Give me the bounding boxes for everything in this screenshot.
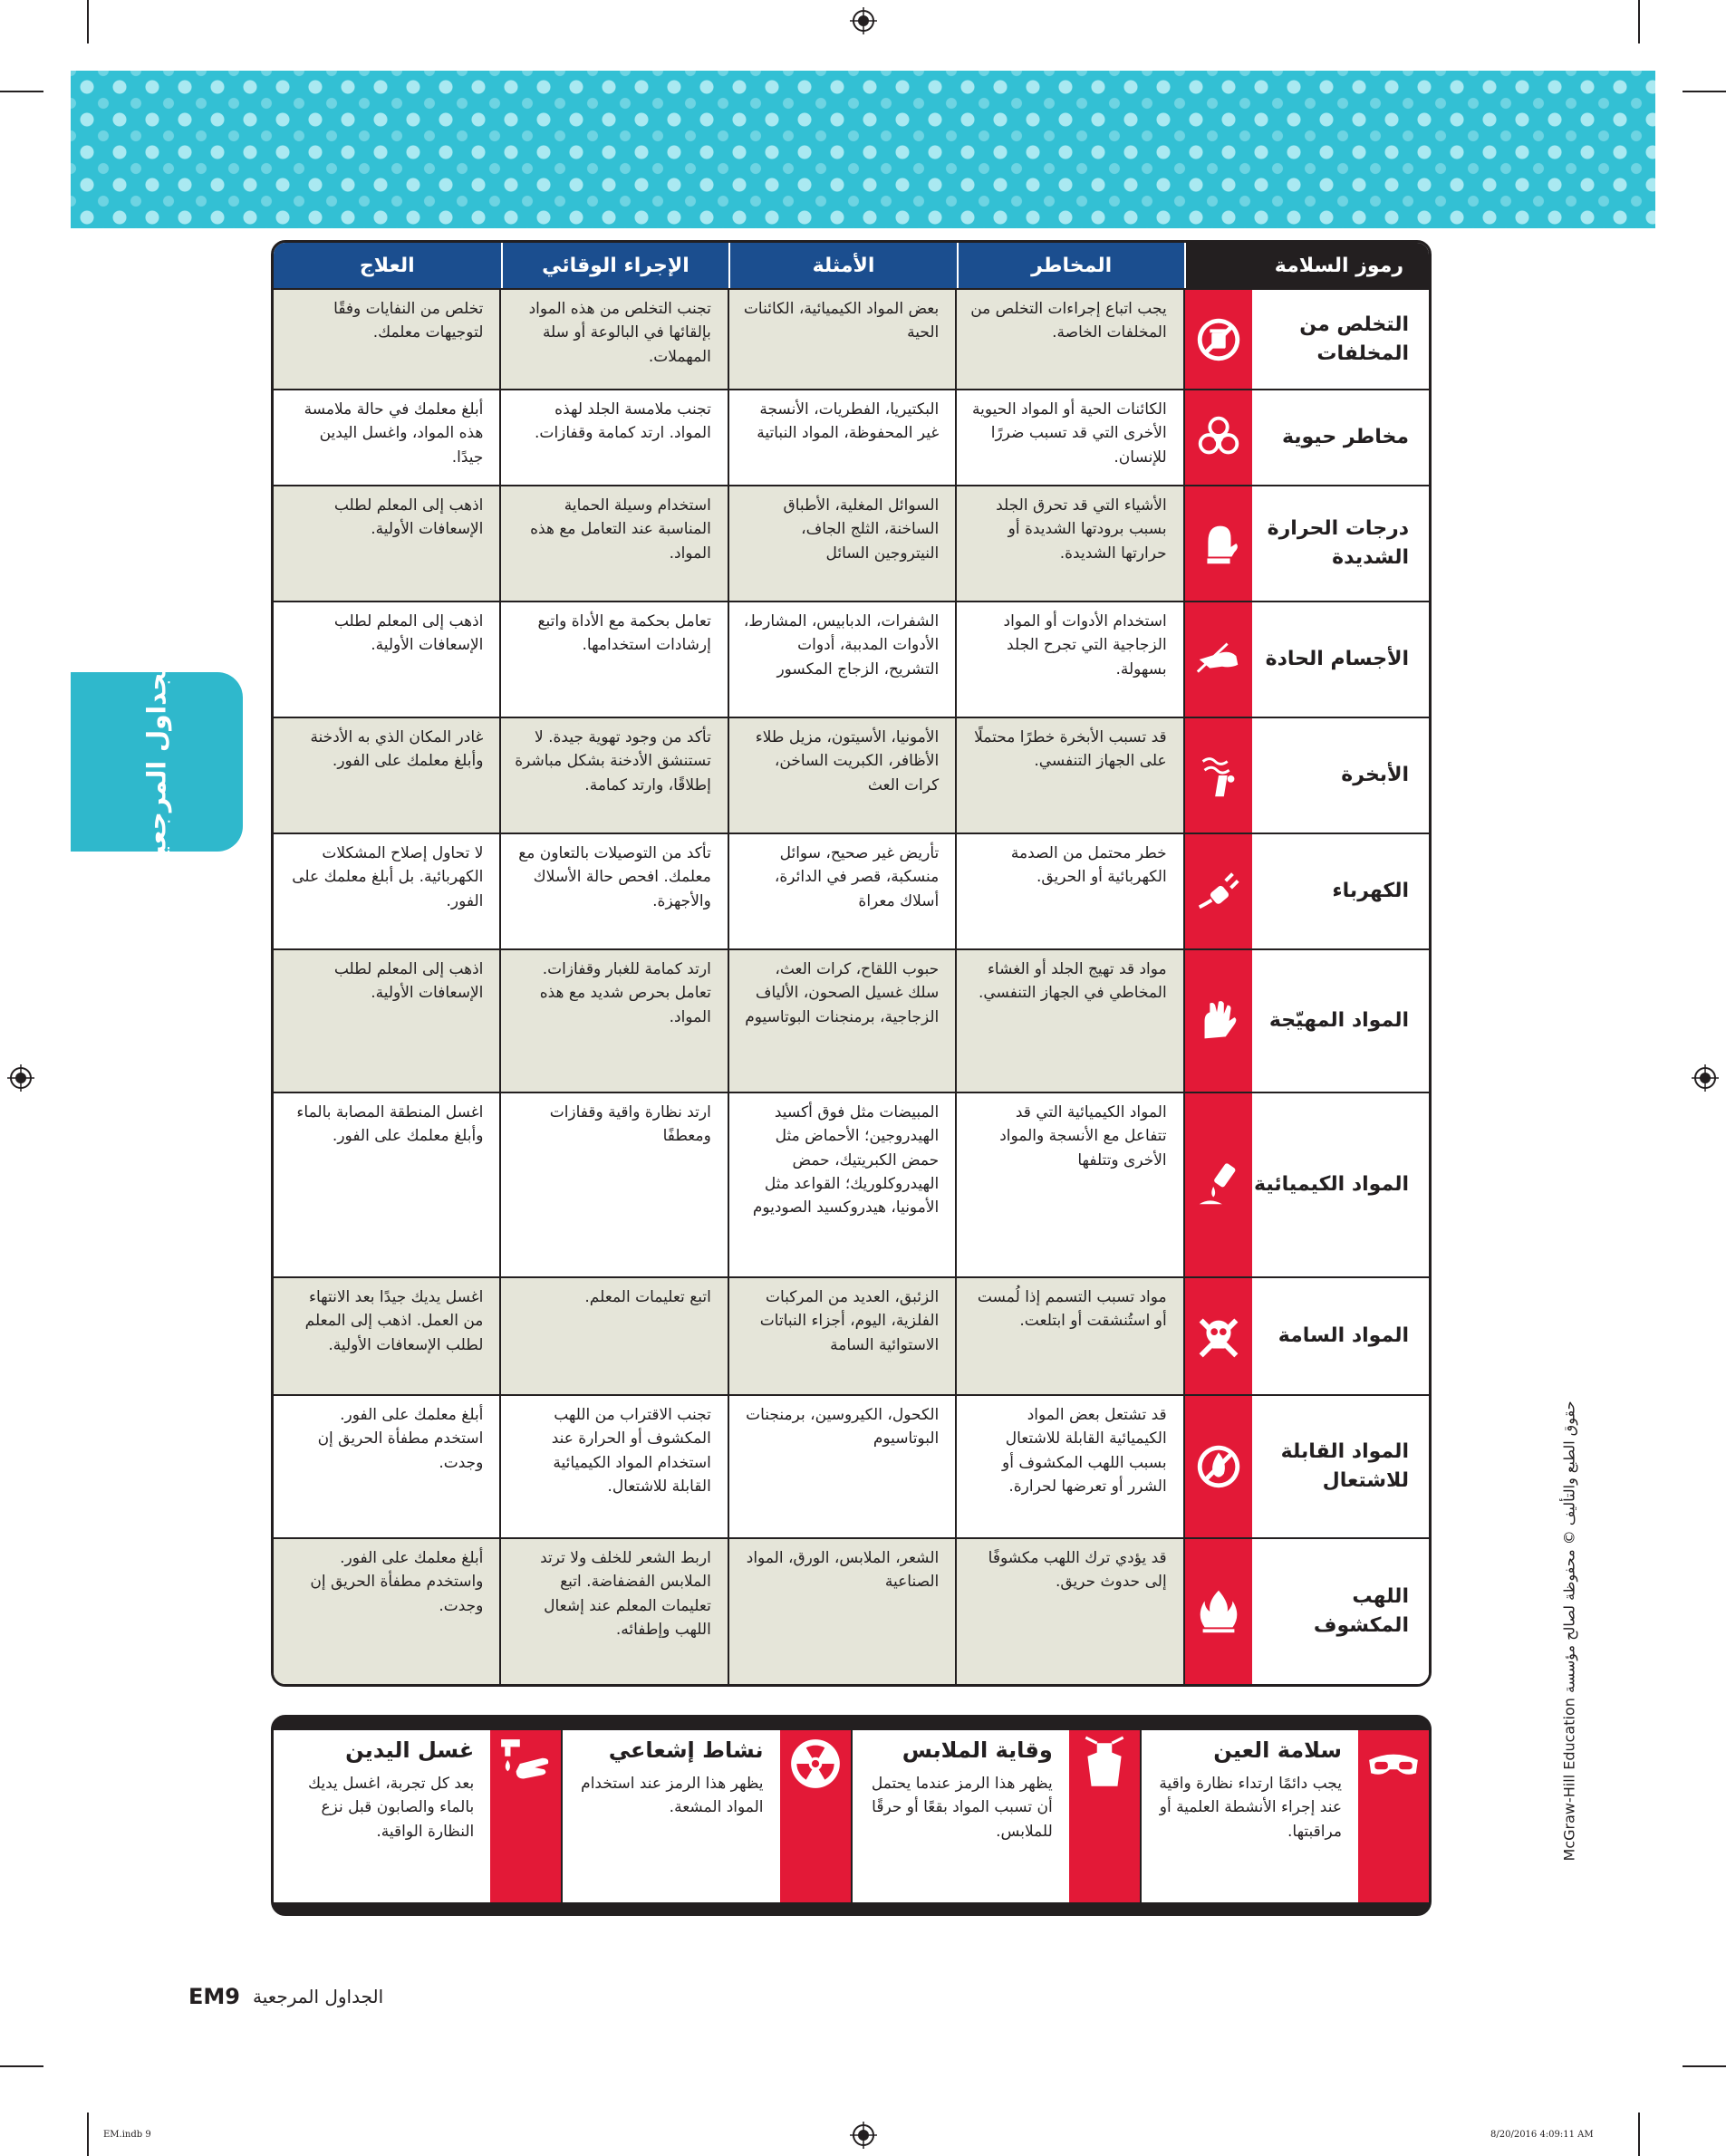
table-row xyxy=(274,717,1429,833)
precaution-cell: تعامل بحكمة مع الأداة واتبع إرشادات استخدامها. xyxy=(501,602,728,717)
precaution-cell: تجنب التخلص من هذه المواد بإلقائها في البالوعة أو سلة المهملات. xyxy=(501,290,728,389)
header-hazards: المخاطر xyxy=(957,243,1185,288)
precaution-cell: تأكد من وجود تهوية جيدة. لا تستنشق الأدخنة بشكل مباشرة إطلاقًا، وارتد كمامة. xyxy=(501,718,728,833)
precaution-cell: ارتد نظارة واقية وقفازات ومعطفًا xyxy=(501,1093,728,1276)
header-precaution: الإجراء الوقائي xyxy=(501,243,729,288)
row-name: الأجسام الحادة xyxy=(1252,602,1429,717)
table-row xyxy=(274,1092,1429,1276)
side-tab-label: الجداول المرجعية xyxy=(141,653,172,871)
registration-mark-icon xyxy=(1692,1064,1719,1092)
precaution-cell: اربط الشعر للخلف ولا ترتد الملابس الفضفاضة. اتبع تعليمات المعلم عند إشعال اللهب وإطفائه. xyxy=(501,1539,728,1684)
crop-mark xyxy=(1683,2065,1726,2067)
hazard-cell: مواد قد تهيج الجلد أو الغشاء المخاطي في الجهاز التنفسي. xyxy=(957,950,1184,1092)
precaution-cell: اتبع تعليمات المعلم. xyxy=(501,1278,728,1394)
examples-cell: تأريض غير صحيح، سوائل منسكبة، قصر في الدائرة، أسلاك معراة xyxy=(729,834,957,948)
examples-cell: حبوب اللقاح، كرات العث، سلك غسيل الصحون، الألياف الزجاجية، برمنجنات البوتاسيوم xyxy=(729,950,957,1092)
skull-crossbones-icon xyxy=(1185,1278,1253,1394)
crop-mark xyxy=(87,0,89,43)
clothing-protection-title: وقاية الملابس xyxy=(902,1737,1053,1763)
remedy-cell: لا تحاول إصلاح المشكلات الكهربائية. بل أبلغ معلمك على الفور. xyxy=(274,834,501,948)
examples-cell: المبيضات مثل فوق أكسيد الهيدروجين؛ الأحماض مثل حمض الكبريتيك، حمض الهيدروكلوريك؛ القواعد مثل الأمونيا، هيدروكسيد الصوديوم xyxy=(729,1093,957,1276)
oven-mitt-icon xyxy=(1185,486,1253,601)
radiation-icon xyxy=(780,1730,851,1902)
print-slug-date: 8/20/2016 4:09:11 AM xyxy=(1490,2130,1594,2140)
clothing-protection-item xyxy=(851,1730,1140,1902)
precaution-cell: ارتد كمامة للغبار وقفازات. تعامل بحرص شديد مع هذه المواد. xyxy=(501,950,728,1092)
no-flame-icon xyxy=(1185,1396,1253,1537)
remedy-cell: أبلغ معلمك في حالة ملامسة هذه المواد، واغسل اليدين جيدًا. xyxy=(274,390,501,485)
hand-washing-item xyxy=(274,1730,561,1902)
table-row xyxy=(274,948,1429,1092)
sharp-object-icon xyxy=(1185,602,1253,717)
table-row xyxy=(274,288,1429,389)
row-name: مخاطر حيوية xyxy=(1252,390,1429,485)
header-examples: الأمثلة xyxy=(728,243,957,288)
glove-icon xyxy=(1185,950,1253,1092)
remedy-cell: غادر المكان الذي به الأدخنة وأبلغ معلمك على الفور. xyxy=(274,718,501,833)
table-row xyxy=(274,833,1429,948)
eye-safety-item xyxy=(1140,1730,1429,1902)
hazard-cell: المواد الكيميائية التي قد تتفاعل مع الأنسجة والمواد الأخرى وتتلفها xyxy=(957,1093,1184,1276)
hazard-cell: الأشياء التي قد تحرق الجلد بسبب برودتها الشديدة أو حرارتها الشديدة. xyxy=(957,486,1184,601)
header-remedy: العلاج xyxy=(274,243,501,288)
examples-cell: الشعر، الملابس، الورق، المواد الصناعية xyxy=(729,1539,957,1684)
precaution-cell: تجنب الاقتراب من اللهب المكشوف أو الحرارة عند استخدام المواد الكيميائية القابلة للاشتعال. xyxy=(501,1396,728,1537)
table-row xyxy=(274,1276,1429,1394)
no-dispose-icon xyxy=(1185,290,1253,389)
crop-mark xyxy=(1683,91,1726,92)
hazard-cell: الكائنات الحية أو المواد الحيوية الأخرى التي قد تسبب ضررًا للإنسان. xyxy=(957,390,1184,485)
hazard-cell: يجب اتباع إجراءات التخلص من المخلفات الخاصة. xyxy=(957,290,1184,389)
registration-mark-icon xyxy=(850,7,877,34)
registration-mark-icon xyxy=(850,2122,877,2149)
row-name: المواد القابلة للاشتعال xyxy=(1252,1396,1429,1537)
examples-cell: البكتيريا، الفطريات، الأنسجة غير المحفوظة، المواد النباتية xyxy=(729,390,957,485)
precaution-cell: تأكد من التوصيلات بالتعاون مع معلمك. افحص حالة الأسلاك والأجهزة. xyxy=(501,834,728,948)
goggles-icon xyxy=(1358,1730,1429,1902)
row-name: المواد المهيّجة xyxy=(1252,950,1429,1092)
chemical-spill-icon xyxy=(1185,1093,1253,1276)
examples-cell: بعض المواد الكيميائية، الكائنات الحية xyxy=(729,290,957,389)
remedy-cell: اذهب إلى المعلم لطلب الإسعافات الأولية. xyxy=(274,602,501,717)
crop-mark xyxy=(0,2065,43,2067)
remedy-cell: اغسل يديك جيدًا بعد الانتهاء من العمل. اذهب إلى المعلم لطلب الإسعافات الأولية. xyxy=(274,1278,501,1394)
hazard-cell: استخدام الأدوات أو المواد الزجاجية التي تجرح الجلد بسهولة. xyxy=(957,602,1184,717)
table-header-row xyxy=(274,243,1429,288)
remedy-cell: أبلغ معلمك على الفور. استخدم مطفأة الحريق إن وجدت. xyxy=(274,1396,501,1537)
hazard-cell: قد تسبب الأبخرة خطرًا محتملًا على الجهاز التنفسي. xyxy=(957,718,1184,833)
examples-cell: الشفرات، الدبابيس، المشارط، الأدوات المدببة، أدوات التشريح، الزجاج المكسور xyxy=(729,602,957,717)
hazard-cell: مواد تسبب التسمم إذا لُمست أو استُنشقت أو ابتلعت. xyxy=(957,1278,1184,1394)
table-row xyxy=(274,389,1429,485)
remedy-cell: اذهب إلى المعلم لطلب الإسعافات الأولية. xyxy=(274,950,501,1092)
remedy-cell: تخلص من النفايات وفقًا لتوجيهات معلمك. xyxy=(274,290,501,389)
hand-washing-title: غسل اليدين xyxy=(345,1737,475,1763)
row-name: المواد الكيميائية xyxy=(1252,1093,1429,1276)
examples-cell: الزئبق، العديد من المركبات الفلزية، اليوم، أجزاء النباتات الاستوائية السامة xyxy=(729,1278,957,1394)
page-footer xyxy=(188,1984,383,2009)
registration-mark-icon xyxy=(7,1064,34,1092)
eye-safety-title: سلامة العين xyxy=(1213,1737,1342,1763)
remedy-cell: أبلغ معلمك على الفور. واستخدم مطفأة الحريق إن وجدت. xyxy=(274,1539,501,1684)
safety-symbols-table xyxy=(271,240,1432,1687)
row-name: الأبخرة xyxy=(1252,718,1429,833)
radioactivity-desc: يظهر هذا الرمز عند استخدام المواد المشعة. xyxy=(581,1775,764,1817)
row-name: المواد السامة xyxy=(1252,1278,1429,1394)
top-banner xyxy=(71,71,1655,228)
row-name: الكهرباء xyxy=(1252,834,1429,948)
hand-washing-desc: بعد كل تجربة، اغسل يديك بالماء والصابون قبل نزع النظارة الواقية. xyxy=(308,1775,475,1841)
crop-mark xyxy=(1638,2113,1640,2156)
examples-cell: الأمونيا، الأسيتون، مزيل طلاء الأظافر، الكبريت الساخن، كرات العث xyxy=(729,718,957,833)
table-row xyxy=(274,485,1429,601)
examples-cell: الكحول، الكيروسين، برمنجنات البوتاسيوم xyxy=(729,1396,957,1537)
additional-safety-symbols xyxy=(271,1715,1432,1916)
table-row xyxy=(274,1537,1429,1684)
radioactivity-title: نشاط إشعاعي xyxy=(608,1737,764,1763)
row-name: درجات الحرارة الشديدة xyxy=(1252,486,1429,601)
hand-washing-icon xyxy=(490,1730,561,1902)
table-row xyxy=(274,1394,1429,1537)
hazard-cell: قد يؤدي ترك اللهب مكشوفًا إلى حدوث حريق. xyxy=(957,1539,1184,1684)
print-slug-file: EM.indb 9 xyxy=(103,2130,151,2140)
remedy-cell: اغسل المنطقة المصابة بالماء وأبلغ معلمك على الفور. xyxy=(274,1093,501,1276)
biohazard-icon xyxy=(1185,390,1253,485)
section-side-tab xyxy=(71,653,243,871)
crop-mark xyxy=(87,2113,89,2156)
page-number: EM9 xyxy=(188,1984,240,2009)
crop-mark xyxy=(0,91,43,92)
examples-cell: السوائل المغلية، الأطباق الساخنة، الثلج الجاف، النيتروجين السائل xyxy=(729,486,957,601)
copyright-notice xyxy=(1551,1377,1587,1884)
eye-safety-desc: يجب دائمًا ارتداء نظارة واقية عند إجراء الأنشطة العلمية أو مراقبتها. xyxy=(1159,1775,1342,1841)
fumes-icon xyxy=(1185,718,1253,833)
hazard-cell: خطر محتمل من الصدمة الكهربائية أو الحريق. xyxy=(957,834,1184,948)
table-row xyxy=(274,601,1429,717)
crop-mark xyxy=(1638,0,1640,43)
precaution-cell: استخدام وسيلة الحماية المناسبة عند التعامل مع هذه المواد. xyxy=(501,486,728,601)
precaution-cell: تجنب ملامسة الجلد لهذه المواد. ارتد كمامة وقفازات. xyxy=(501,390,728,485)
electric-plug-icon xyxy=(1185,834,1253,948)
remedy-cell: اذهب إلى المعلم لطلب الإسعافات الأولية. xyxy=(274,486,501,601)
row-name: التخلص من المخلفات xyxy=(1252,290,1429,389)
apron-icon xyxy=(1069,1730,1140,1902)
hazard-cell: قد تشتعل بعض المواد الكيميائية القابلة للاشتعال بسبب اللهب المكشوف أو الشرر أو تعرضها لحرارة. xyxy=(957,1396,1184,1537)
open-flame-icon xyxy=(1185,1539,1253,1684)
radioactivity-item xyxy=(561,1730,850,1902)
row-name: اللهب المكشوف xyxy=(1252,1539,1429,1684)
copyright-text: حقوق الطبع والتأليف © محفوظة لصالح مؤسسة McGraw-Hill Education xyxy=(1560,1400,1578,1861)
footer-page-title: الجداول المرجعية xyxy=(252,1986,384,2007)
clothing-protection-desc: يظهر هذا الرمز عندما يحتمل أن تسبب المواد بقعًا أو حرقًا للملابس. xyxy=(871,1775,1053,1841)
header-safety-symbols: رموز السلامة xyxy=(1184,243,1429,288)
